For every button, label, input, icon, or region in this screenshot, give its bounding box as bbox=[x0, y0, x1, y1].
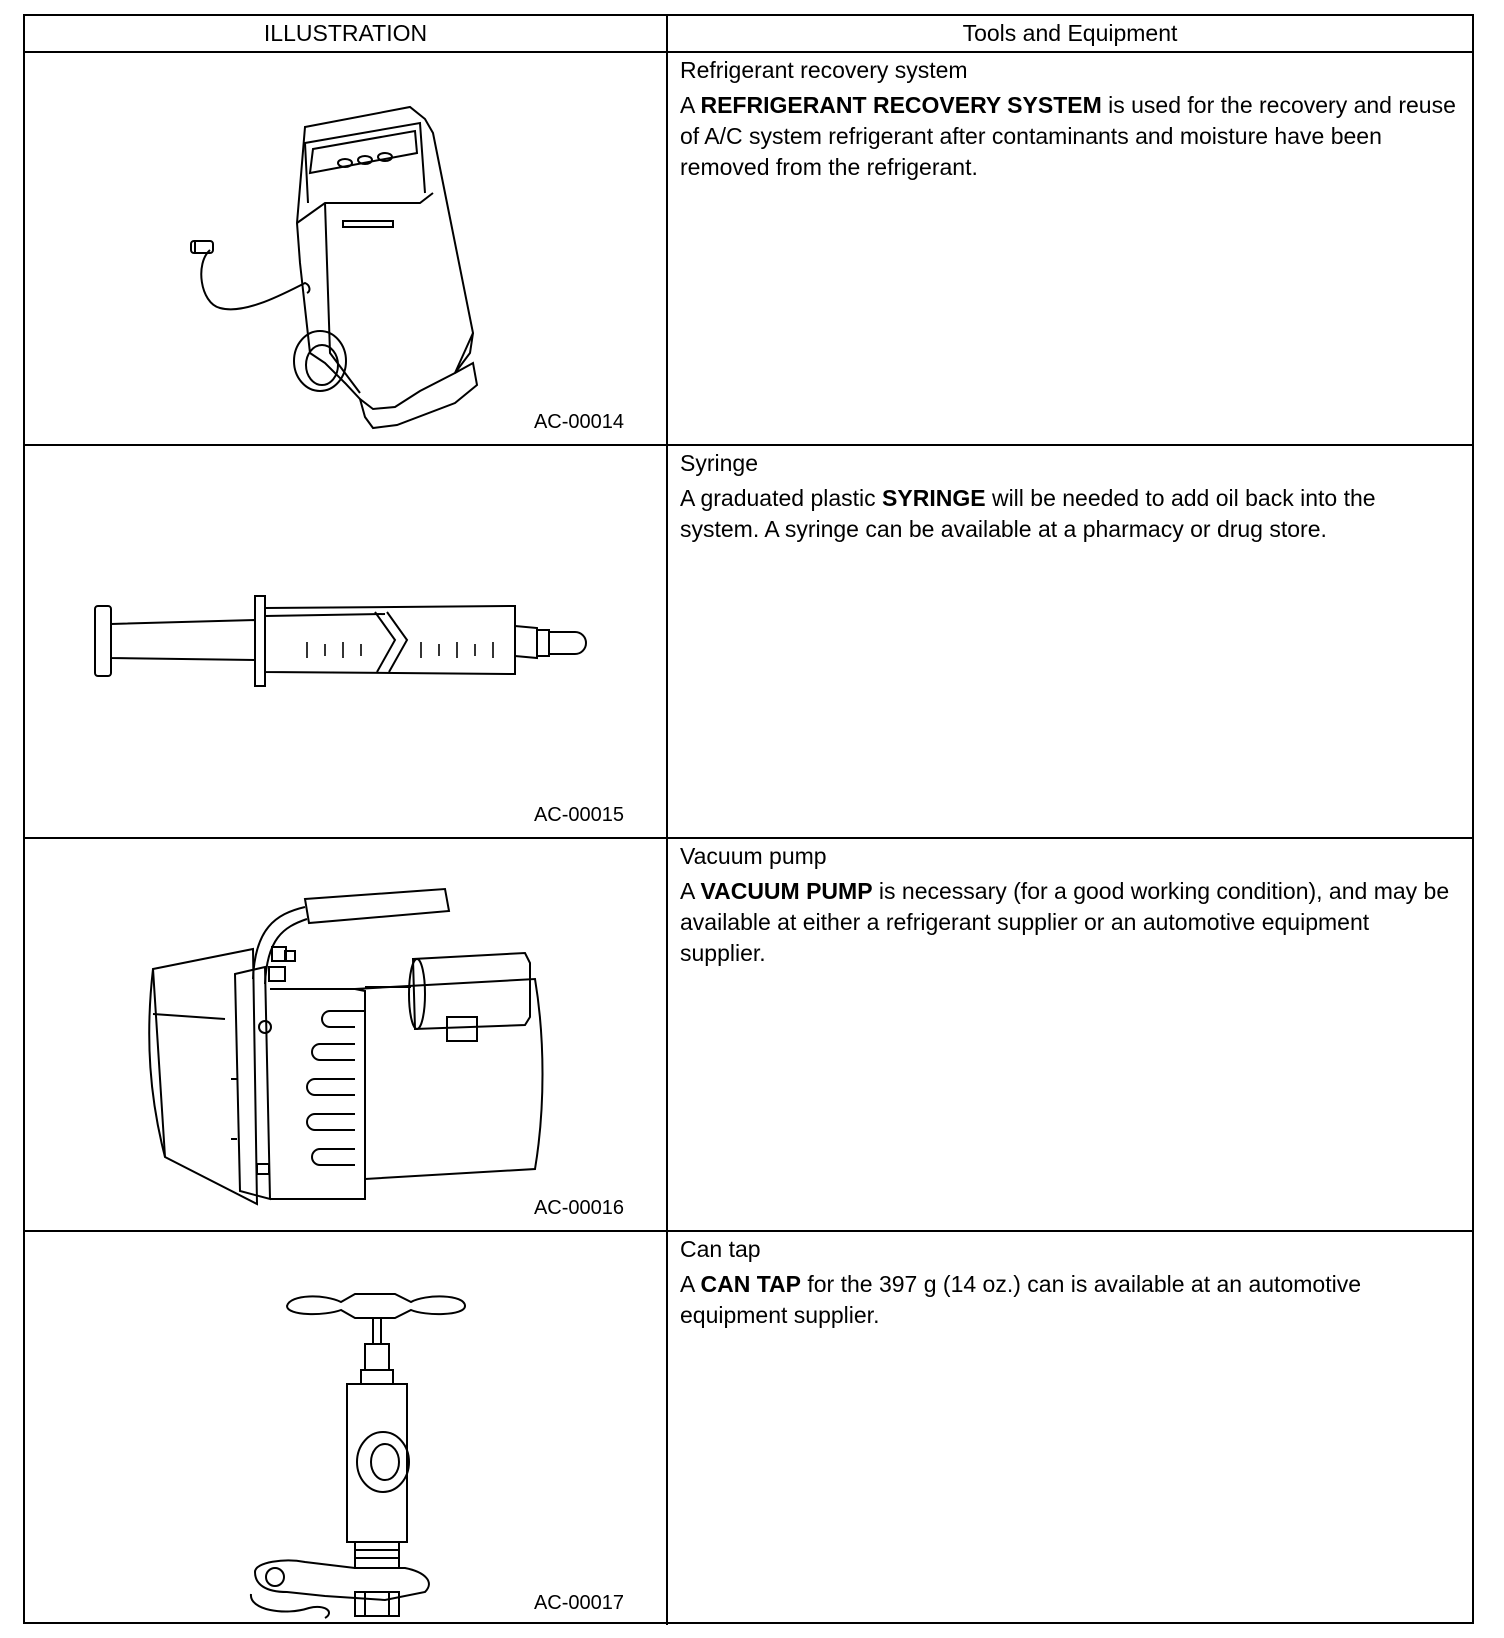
header-illustration: ILLUSTRATION bbox=[25, 16, 668, 51]
table-row bbox=[25, 1232, 1472, 1625]
can-tap-illustration bbox=[25, 1232, 666, 1623]
illustration-cell bbox=[25, 1232, 668, 1625]
description-cell bbox=[668, 446, 1472, 837]
tool-name: Syringe bbox=[680, 450, 758, 476]
description-cell bbox=[668, 53, 1472, 444]
table-row bbox=[25, 53, 1472, 446]
header-tools: Tools and Equipment bbox=[962, 20, 1178, 46]
tool-name-bold: VACUUM PUMP bbox=[700, 878, 873, 904]
table-row bbox=[25, 446, 1472, 839]
table-header bbox=[25, 16, 1472, 53]
tool-name-bold: REFRIGERANT RECOVERY SYSTEM bbox=[700, 92, 1102, 118]
vacuum-pump-illustration bbox=[25, 839, 666, 1230]
tool-name: Refrigerant recovery system bbox=[680, 57, 968, 83]
tool-description: A graduated plastic SYRINGE will be needed to add oil back into the system. A syringe can be available at a pharmacy or drug store. bbox=[680, 485, 1376, 542]
tool-description: A VACUUM PUMP is necessary (for a good working condition), and may be available at either a refrigerant supplier or an automotive equipment supplier. bbox=[680, 878, 1450, 966]
figure-code: AC-00016 bbox=[533, 1197, 624, 1219]
tool-name-bold: SYRINGE bbox=[882, 485, 986, 511]
tools-table bbox=[23, 14, 1474, 1624]
tool-name: Vacuum pump bbox=[680, 843, 827, 869]
syringe-illustration bbox=[25, 446, 666, 837]
illustration-cell bbox=[25, 446, 668, 837]
description-cell bbox=[668, 839, 1472, 1230]
tool-name: Can tap bbox=[680, 1236, 761, 1262]
illustration-cell bbox=[25, 53, 668, 444]
description-cell bbox=[668, 1232, 1472, 1625]
tool-description: A REFRIGERANT RECOVERY SYSTEM is used for the recovery and reuse of A/C system refrigerant after contaminants and moisture have been removed from the refrigerant. bbox=[680, 92, 1456, 180]
tool-description: A CAN TAP for the 397 g (14 oz.) can is available at an automotive equipment supplier. bbox=[680, 1271, 1361, 1328]
figure-code: AC-00015 bbox=[533, 804, 624, 826]
figure-code: AC-00014 bbox=[533, 411, 624, 433]
tool-name-bold: CAN TAP bbox=[700, 1271, 801, 1297]
recovery-system-illustration bbox=[25, 53, 666, 444]
table-row bbox=[25, 839, 1472, 1232]
figure-code: AC-00017 bbox=[533, 1592, 624, 1614]
illustration-cell bbox=[25, 839, 668, 1230]
